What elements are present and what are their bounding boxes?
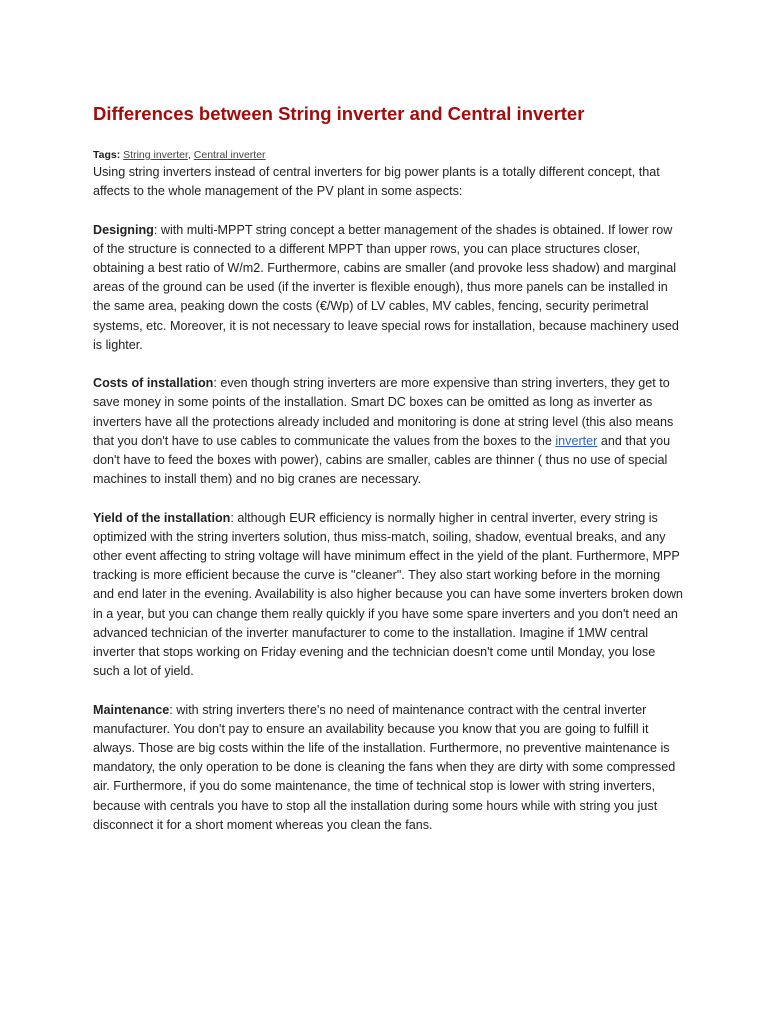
yield-heading: Yield of the installation: [93, 510, 231, 525]
tag-link-string-inverter[interactable]: String inverter: [123, 149, 188, 161]
designing-text: : with multi-MPPT string concept a better management of the shades is obtained. If lower row of the structure is connected to a different MPPT than upper rows, you can place structures closer, obtaining a best ratio of W/m2. Furthermore, cabins are smaller (and provoke less shadow) and marginal areas of the ground can be used (if the inverter is flexible enough), thus more panels can be installed in the same area, peaking down the costs (€/Wp) of LV cables, MV cables, fencing, security perimetral systems, etc. Moreover, it is not necessary to leave special rows for installation, because machinery used is lighter.: [93, 222, 679, 352]
page-title: Differences between String inverter and Central inverter: [93, 103, 585, 124]
tags-line: [93, 149, 683, 162]
maintenance-text: : with string inverters there's no need of maintenance contract with the central inverter manufacturer. You don't pay to ensure an availability because you know that you are going to fulfill it always. Those are big costs within the life of the installation. Furthermore, no preventive maintenance is mandatory, the only operation to be done is cleaning the fans when they are dirty with some compressed air. Furthermore, if you do some maintenance, the time of technical stop is lower with string inverters, because with centrals you have to stop all the installation during some hours while with string you just disconnect it for a short moment whereas you clean the fans.: [93, 702, 676, 832]
yield-text: : although EUR efficiency is normally higher in central inverter, every string is optimized with the string inverters solution, thus miss-match, soiling, shadow, eventual breaks, and any other event affecting to string voltage will have minimum effect in the yield of the plant. Furthermore, MPP tracking is more efficient because the curve is "cleaner". They also start working before in the morning and end later in the evening. Availability is also higher because you can have some inverters broken down in a year, but you can change them really quickly if you have some spare inverters and you don't need an advanced technician of the inverter manufacturer to come to the installation. Imagine if 1MW central inverter that stops working on Friday evening and the technician doesn't come until Monday, you lose such a lot of yield.: [93, 510, 683, 679]
tags-separator: ,: [187, 149, 194, 161]
yield-paragraph: [93, 509, 683, 682]
maintenance-heading: Maintenance: [93, 702, 170, 717]
tag-link-central-inverter[interactable]: Central inverter: [193, 149, 266, 161]
inverter-link[interactable]: inverter: [555, 433, 598, 448]
costs-text-before-link: : even though string inverters are more expensive than string inverters, they get to save money in some points of the installation. Smart DC boxes can be omitted as long as inverter as inverters have all the protections already included and monitoring is done at string level (this also means that you don't have to use cables to communicate the values from the boxes to the: [93, 376, 674, 448]
costs-paragraph: [93, 374, 683, 489]
designing-paragraph: [93, 221, 683, 355]
designing-heading: Designing: [93, 222, 154, 237]
costs-text-after-link: and that you don't have to feed the boxes with power), cabins are smaller, cables are thinner ( thus no use of special machines to install them) and no big cranes are necessary.: [93, 433, 671, 487]
maintenance-paragraph: [93, 701, 683, 835]
document-page: [93, 100, 683, 835]
tags-label: Tags:: [93, 149, 121, 161]
costs-heading: Costs of installation: [93, 376, 214, 391]
intro-paragraph: Using string inverters instead of central inverters for big power plants is a totally different concept, that affects to the whole management of the PV plant in some aspects:: [93, 165, 660, 199]
